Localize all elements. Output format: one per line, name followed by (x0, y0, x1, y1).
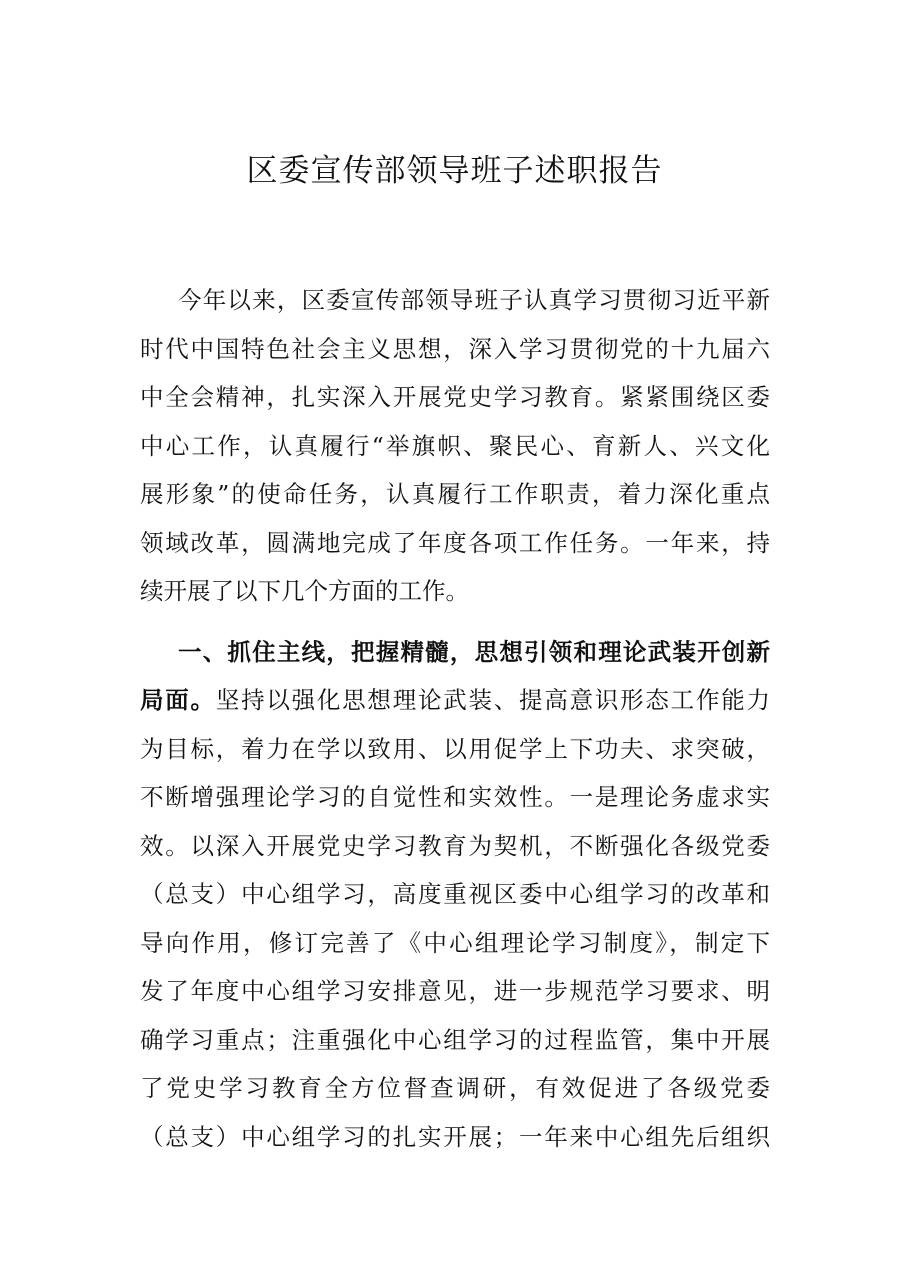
section-heading-end: 局面。 (140, 686, 216, 714)
section-heading: 一、抓住主线，把握精髓，思想引领和理论武装开创新 (178, 637, 770, 666)
text-span: 坚持以强化思想理论武装、提高意识形态工作能力 (215, 686, 770, 714)
text-line: 展形象”的使命任务，认真履行工作职责，着力深化重点 (140, 480, 770, 508)
text-line (140, 676, 770, 725)
text-line: 中全会精神，扎实深入开展党史学习教育。紧紧围绕区委 (140, 383, 770, 411)
document-title: 区委宣传部领导班子述职报告 (246, 153, 663, 189)
text-line: 领域改革，圆满地完成了年度各项工作任务。一年来，持 (140, 528, 770, 557)
text-line: （总支）中心组学习的扎实开展；一年来中心组先后组织 (140, 1122, 770, 1151)
text-line: 效。以深入开展党史学习教育为契机，不断强化各级党委 (140, 831, 770, 860)
text-line: 今年以来，区委宣传部领导班子认真学习贯彻习近平新 (178, 286, 770, 314)
document-body (140, 276, 770, 1161)
text-line: 了党史学习教育全方位督查调研，有效促进了各级党委 (140, 1074, 770, 1102)
text-line: 中心工作，认真履行“举旗帜、聚民心、育新人、兴文化 (140, 431, 770, 460)
text-line: 不断增强理论学习的自觉性和实效性。一是理论务虚求实 (140, 783, 770, 811)
paragraph-section-one (140, 628, 770, 1162)
text-line: 续开展了以下几个方面的工作。 (140, 577, 469, 605)
paragraph-spacer (140, 616, 770, 628)
text-line: 为目标，着力在学以致用、以用促学上下功夫、求突破， (140, 734, 770, 763)
text-line: 确学习重点；注重强化中心组学习的过程监管，集中开展 (140, 1025, 770, 1054)
text-line: 导向作用，修订完善了《中心组理论学习制度》，制定下 (140, 928, 770, 957)
text-line: （总支）中心组学习，高度重视区委中心组学习的改革和 (140, 880, 770, 908)
text-line: 时代中国特色社会主义思想，深入学习贯彻党的十九届六 (140, 334, 770, 363)
text-line: 发了年度中心组学习安排意见，进一步规范学习要求、明 (140, 977, 770, 1005)
paragraph-intro (140, 276, 770, 616)
